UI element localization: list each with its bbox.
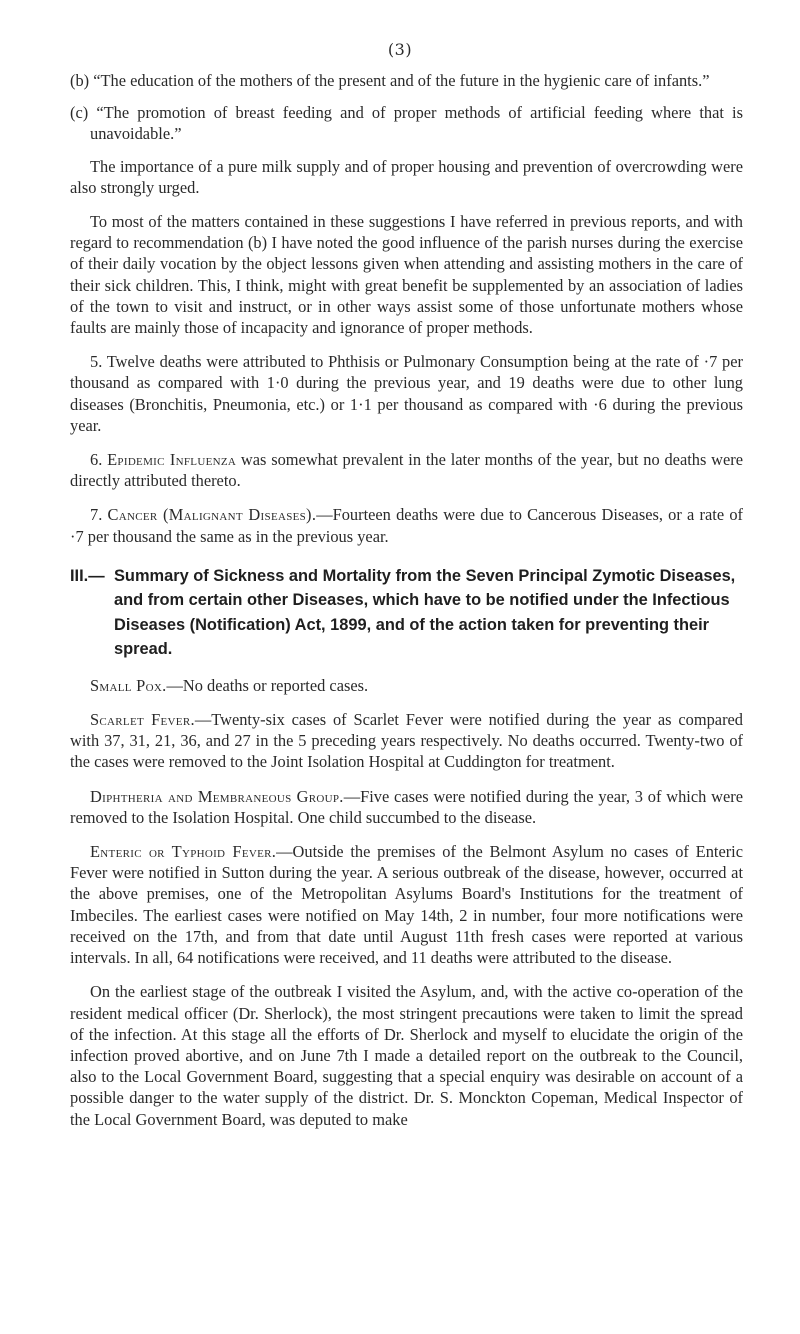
recommendation-text: “The promotion of breast feeding and of proper methods of artificial feeding where that is unavoidable.” xyxy=(90,103,743,144)
paragraph-enteric-fever xyxy=(70,841,743,968)
paragraph-importance: The importance of a pure milk supply and of proper housing and prevention of overcrowding were also strongly urged. xyxy=(70,156,743,197)
paragraph-small-pox xyxy=(70,675,743,696)
enteric-fever-title: Enteric or Typhoid Fever. xyxy=(90,842,277,862)
paragraph-scarlet-fever xyxy=(70,709,743,773)
cancer-number: 7. xyxy=(90,505,108,525)
paragraph-outbreak: On the earliest stage of the outbreak I visited the Asylum, and, with the active co-operation of the resident medical officer (Dr. Sherlock), the most stringent precautions were taken to limit the spread of the infection. At this stage all the efforts of Dr. Sherlock and myself to elucidate the origin of the infection proved abortive, and on June 7th I made a detailed report on the outbreak to the Council, also to the Local Government Board, suggesting that a special enquiry was desirable on account of a possible danger to the water supply of the district. Dr. S. Monckton Copeman, Medical Inspector of the Local Government Board, was deputed to make xyxy=(70,982,743,1129)
paragraph-diphtheria xyxy=(70,786,743,828)
section-heading xyxy=(70,564,743,662)
recommendation-c xyxy=(70,102,743,144)
section-title: Summary of Sickness and Mortality from the Seven Principal Zymotic Diseases, and from certain other Diseases, which have to be notified under the Infectious Diseases (Notification) Act, 1899, and of the action taken for preventing their spread. xyxy=(114,566,736,659)
scarlet-fever-text: —Twenty-six cases of Scarlet Fever were notified during the year as compared with 37, 31, 21, 36, and 27 in the 5 preceding years respectively. No deaths occurred. Twenty-two of the cases were removed to the Joint Isolation Hospital at Cuddington for treatment. xyxy=(70,710,744,772)
cancer-text: —Fourteen deaths were due to Cancerous Diseases, or a rate of ·7 per thousand the same as in the previous year. xyxy=(70,505,743,546)
recommendation-text: “The education of the mothers of the present and of the future in the hygienic care of infants.” xyxy=(93,71,710,90)
page-number: (3) xyxy=(387,40,413,59)
recommendation-marker: (c) xyxy=(70,103,89,123)
paragraph-phthisis: 5. Twelve deaths were attributed to Phthisis or Pulmonary Consumption being at the rate of ·7 per thousand as compared with 1·0 during the previous year, and 19 deaths were due to other lung diseases (Bronchitis, Pneumonia, etc.) or 1·1 per thousand as compared with ·6 during the previous year. xyxy=(70,352,743,435)
scarlet-fever-title: Scarlet Fever. xyxy=(90,710,195,730)
cancer-title: Cancer (Malignant Diseases). xyxy=(107,505,317,525)
paragraph-suggestions: To most of the matters contained in these suggestions I have referred in previous reports, and with regard to recommendation (b) I have noted the good influence of the parish nurses during the exercise of their daily vocation by the object lessons given when attending and assisting mothers in the care of their sick children. This, I think, might with great benefit be supplemented by an association of ladies of the town to visit and instruct, or in other ways assist some of those unfortunate mothers whose faults are mainly those of incapacity and ignorance of proper methods. xyxy=(70,212,743,338)
page-content xyxy=(70,70,743,1143)
small-pox-title: Small Pox. xyxy=(90,675,167,695)
diphtheria-title: Diphtheria and Membraneous Group. xyxy=(90,786,344,806)
paragraph-cancer xyxy=(70,504,743,546)
influenza-number: 6. xyxy=(90,450,108,470)
influenza-title: Epidemic Influenza xyxy=(107,450,237,470)
influenza-text: was somewhat prevalent in the later months of the year, but no deaths were directly attributed thereto. xyxy=(70,450,744,491)
section-number: III.— xyxy=(70,566,105,585)
enteric-fever-text: —Outside the premises of the Belmont Asylum no cases of Enteric Fever were notified in Sutton during the year. A serious outbreak of the disease, however, occurred at the above premises, one of the Metropolitan Asylums Board's Institutions for the treatment of Imbeciles. The earliest cases were notified on May 14th, 2 in number, four more notifications were received on the 17th, and from that date until August 11th fresh cases were reported at various intervals. In all, 64 notifications were received, and 11 deaths were attributed to the disease. xyxy=(70,842,744,968)
recommendation-marker: (b) xyxy=(70,71,90,90)
small-pox-text: —No deaths or reported cases. xyxy=(166,675,369,695)
recommendation-b xyxy=(70,70,743,91)
paragraph-influenza xyxy=(70,449,743,491)
diphtheria-text: —Five cases were notified during the year, 3 of which were removed to the Isolation Hospital. One child succumbed to the disease. xyxy=(70,786,743,827)
